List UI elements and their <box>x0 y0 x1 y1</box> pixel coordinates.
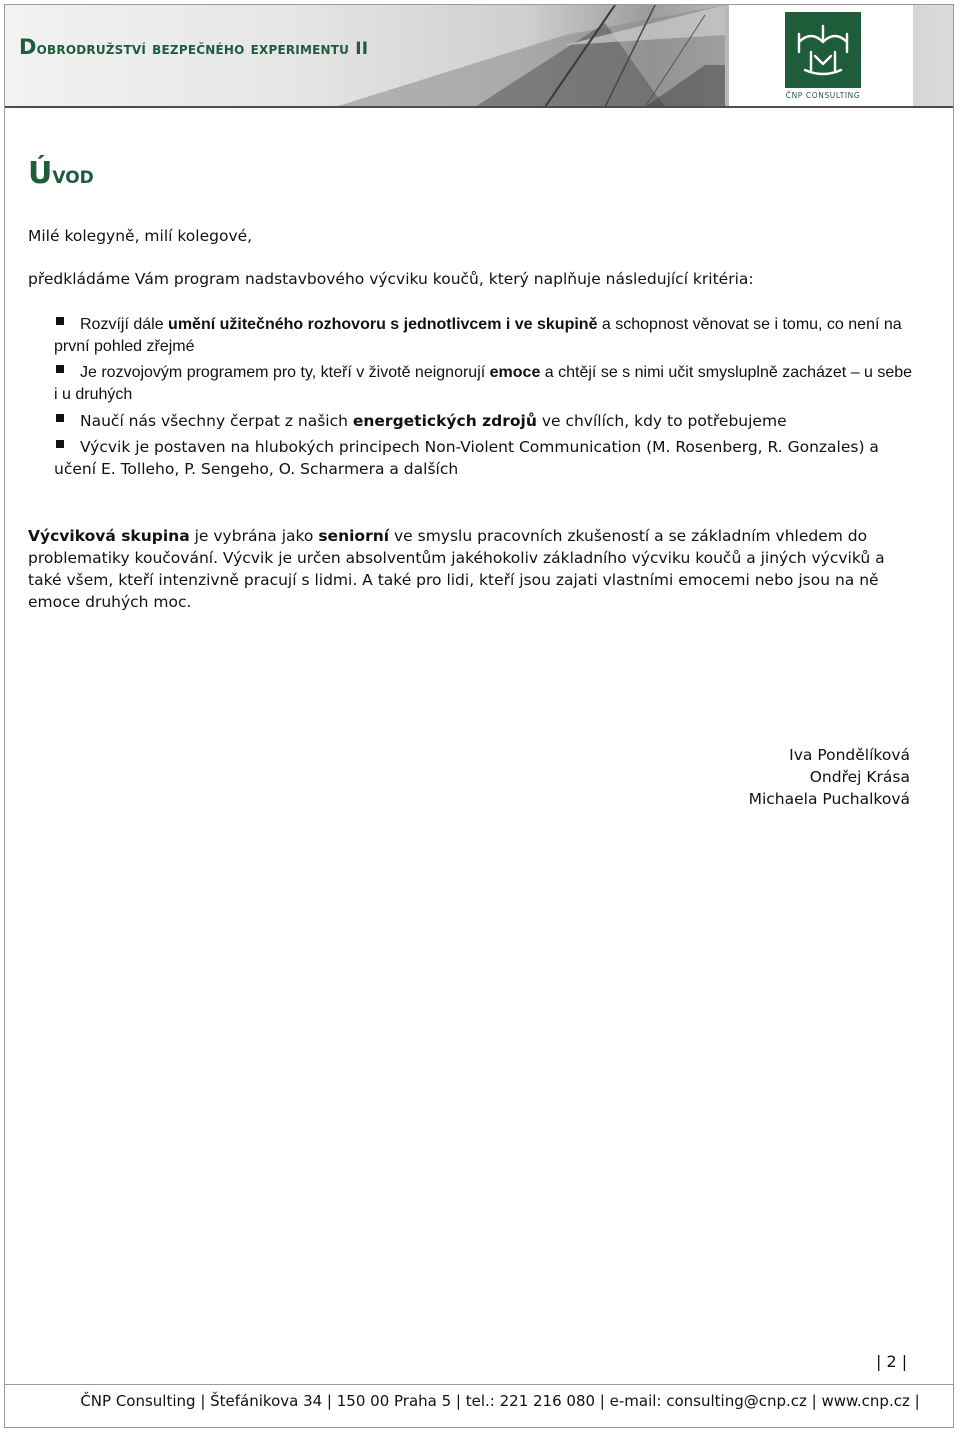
paragraph-bold: Výcviková skupina <box>28 527 190 545</box>
square-bullet-icon <box>56 317 64 325</box>
header-banner <box>5 5 953 107</box>
list-item-text: a chtějí se s nimi učit smysluplně zacházet – u sebe i u druhých <box>54 364 913 403</box>
list-item-text: Je rozvojovým programem pro ty, kteří v životě neignorují <box>80 364 490 381</box>
signature-name: Michaela Puchalková <box>748 790 910 808</box>
list-item-bold: umění užitečného rozhovoru s jednotlivcem i ve skupině <box>168 316 598 333</box>
list-item <box>54 362 914 406</box>
list-item-bold: energetických zdrojů <box>352 412 537 430</box>
document-title <box>19 35 368 59</box>
company-logo <box>729 5 913 107</box>
header-divider <box>5 106 953 108</box>
intro-text: předkládáme Vám program nadstavbového výcviku koučů, který naplňuje následující kritéria: <box>28 270 754 288</box>
signatures <box>749 744 910 810</box>
section-heading-rest: vod <box>52 161 94 189</box>
square-bullet-icon <box>56 365 64 373</box>
list-item-text: ve chvílích, kdy to potřebujeme <box>536 412 787 430</box>
paragraph-bold: seniorní <box>318 527 390 545</box>
signature-name: Iva Pondělíková <box>789 746 910 764</box>
logo-caption: ČNP CONSULTING <box>785 91 861 100</box>
list-item-text: a schopnost věnovat se i tomu, co není na první pohled zřejmé <box>54 316 902 355</box>
square-bullet-icon <box>56 414 64 422</box>
document-title-initial: D <box>19 35 37 59</box>
signature-name: Ondřej Krása <box>809 768 910 786</box>
criteria-list <box>54 314 914 485</box>
document-title-rest: obrodružství bezpečného experimentu II <box>36 39 369 59</box>
list-item-text: Naučí nás všechny čerpat z našich <box>80 412 353 430</box>
list-item-bold: emoce <box>489 364 541 381</box>
square-bullet-icon <box>56 440 64 448</box>
crown-logo-icon <box>785 12 861 88</box>
list-item <box>54 436 914 480</box>
section-heading-initial: Ú <box>28 156 53 191</box>
paragraph-text: je vybrána jako <box>189 527 319 545</box>
paragraph-text: ve smyslu pracovních zkušeností a se základním vhledem do problematiky koučování. Výcvik je určen absolventům jakéhokoliv základního výcviku koučů a jiných výcviků a také všem, kteří intenzivně pracují s lidmi. A také pro lidi, kteří jsou zajati vlastními emocemi nebo jsou na ně emoce druhých moc. <box>28 527 885 611</box>
target-group-paragraph <box>28 525 918 613</box>
list-item <box>54 314 914 358</box>
section-heading <box>28 156 94 191</box>
footer-contact: ČNP Consulting | Štefánikova 34 | 150 00 Praha 5 | tel.: 221 216 080 | e-mail: consulting@cnp.cz | www.cnp.cz | <box>80 1392 920 1410</box>
greeting: Milé kolegyně, milí kolegové, <box>28 227 253 245</box>
footer-divider <box>5 1384 953 1385</box>
page-number: | 2 | <box>876 1352 908 1371</box>
list-item-text: Rozvíjí dále <box>80 316 169 333</box>
list-item <box>54 410 914 432</box>
list-item-text: Výcvik je postaven na hlubokých principech Non-Violent Communication (M. Rosenberg, R. Gonzales) a učení E. Tolleho, P. Sengeho, O. Scharmera a dalších <box>54 438 879 478</box>
page-frame <box>4 4 954 1428</box>
